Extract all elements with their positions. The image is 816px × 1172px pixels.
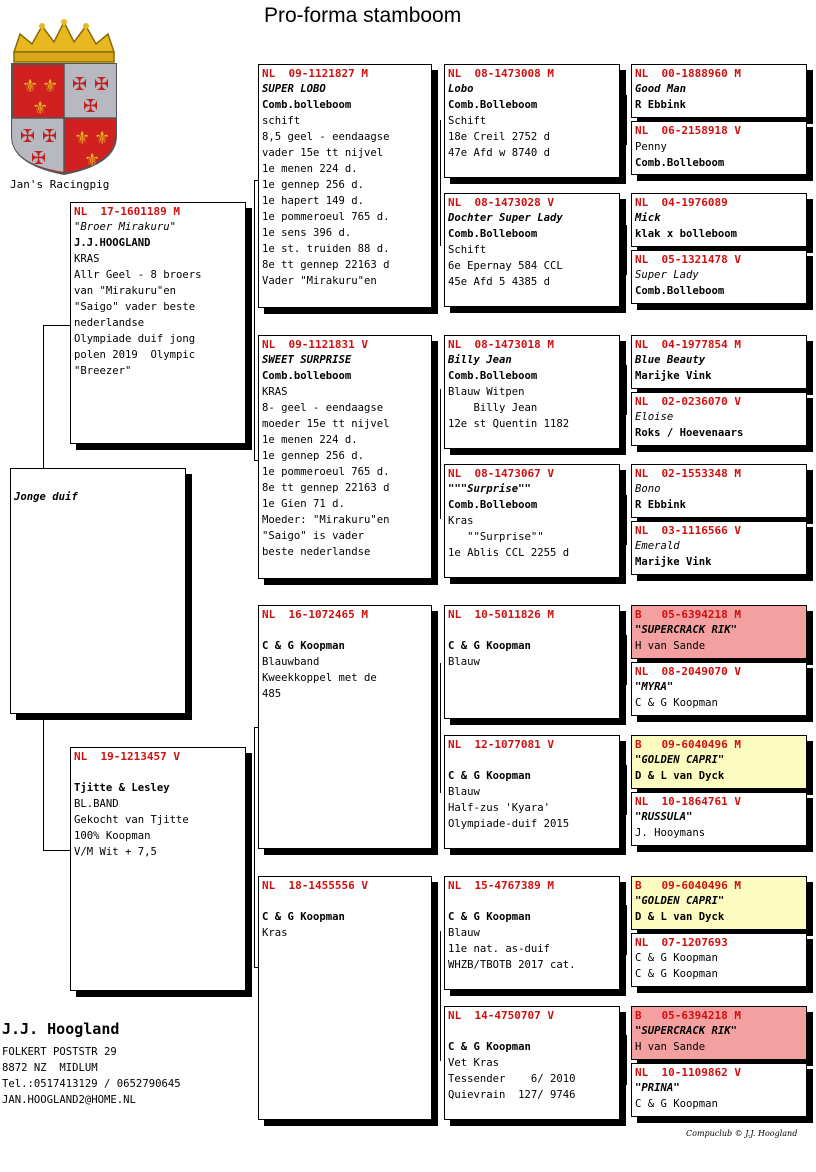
color: Blauw [448, 656, 480, 668]
note-line: 1e gennep 256 d. [262, 179, 365, 191]
pigeon-name: Eloise [635, 411, 674, 423]
note-line: Moeder: "Mirakuru"en [262, 514, 390, 526]
ring-number: B 09-6040496 M [635, 879, 741, 892]
pigeon-name: """Surprise"" [448, 483, 531, 495]
owner-email: JAN.HOOGLAND2@HOME.NL [2, 1094, 136, 1106]
crest-caption: Jan's Racingpig [10, 178, 110, 191]
connector-line [626, 95, 627, 145]
breeder: C & G Koopman [448, 1041, 531, 1053]
color: Blauw Witpen [448, 386, 525, 398]
note-line: beste nederlandse [262, 546, 371, 558]
ring-number: NL 17-1601189 M [74, 205, 180, 218]
connector-line [626, 495, 627, 545]
breeder: Comb.Bolleboom [448, 228, 538, 240]
ancestor-box[interactable] [631, 662, 807, 716]
breeder: Comb.Bolleboom [635, 285, 725, 297]
ancestor-box[interactable] [631, 464, 807, 518]
connector-line [440, 931, 441, 1061]
svg-text:✠: ✠ [31, 148, 47, 169]
note-line: 485 [262, 688, 282, 700]
ring-number: B 09-6040496 M [635, 738, 741, 751]
breeder: R Ebbink [635, 99, 687, 111]
page-title: Pro-forma stamboom [264, 4, 462, 27]
note-line: polen 2019 Olympic [74, 349, 196, 361]
connector-line [43, 850, 71, 851]
ring-number: NL 08-2049070 V [635, 665, 741, 678]
ring-number: B 05-6394218 M [635, 1009, 741, 1022]
great-grandparent-box[interactable] [444, 605, 620, 719]
note-line: 100% Koopman [74, 830, 151, 842]
connector-line [254, 727, 255, 967]
ring-number: NL 15-4767389 M [448, 879, 554, 892]
ring-number: NL 00-1888960 M [635, 67, 741, 80]
note-line: 1e menen 224 d. [262, 163, 358, 175]
connector-line [43, 325, 71, 326]
color: Blauwband [262, 656, 320, 668]
svg-text:⚜: ⚜ [42, 76, 59, 97]
connector-line [43, 325, 44, 470]
pigeon-name: "SUPERCRACK RIK" [635, 624, 738, 636]
breeder: Roks / Hoevenaars [635, 427, 744, 439]
ancestor-box[interactable] [631, 521, 807, 575]
ring-number: NL 07-1207693 [635, 936, 728, 949]
ancestor-box-highlight[interactable] [631, 605, 807, 659]
note-line: 8- geel - eendaagse [262, 402, 384, 414]
breeder: C & G Koopman [262, 911, 345, 923]
note-line: 1e st. truiden 88 d. [262, 243, 390, 255]
ring-number: NL 18-1455556 V [262, 879, 368, 892]
ancestor-box[interactable] [631, 193, 807, 247]
color: schift [262, 115, 301, 127]
note-line: 1e gennep 256 d. [262, 450, 365, 462]
pigeon-name: "MYRA" [635, 681, 674, 693]
note-line: 1e Gien 71 d. [262, 498, 345, 510]
pigeon-name: SUPER LOBO [262, 83, 326, 95]
pigeon-name: Blue Beauty [635, 354, 706, 366]
breeder: C & G Koopman [448, 640, 531, 652]
breeder: J. Hooymans [635, 827, 706, 839]
parent-sire-box[interactable] [70, 202, 246, 444]
note-line: 8e tt gennep 22163 d [262, 259, 390, 271]
grandparent-box[interactable] [258, 335, 432, 579]
connector-line [626, 765, 627, 815]
connector-line [43, 718, 44, 850]
connector-line [440, 389, 441, 519]
ancestor-box[interactable] [631, 335, 807, 389]
color: Kras [262, 927, 288, 939]
breeder: R Ebbink [635, 499, 687, 511]
color: BL.BAND [74, 798, 119, 810]
connector-line [626, 635, 627, 685]
note-line: Olympiade-duif 2015 [448, 818, 570, 830]
pigeon-name: "GOLDEN CAPRI" [635, 895, 725, 907]
ring-number: NL 14-4750707 V [448, 1009, 554, 1022]
connector-line [440, 120, 441, 246]
note-line: "Saigo" is vader [262, 530, 365, 542]
svg-text:✠: ✠ [72, 74, 88, 95]
footer-credit: Compuclub © J.J. Hoogland [686, 1129, 798, 1138]
ancestor-box[interactable] [631, 1063, 807, 1117]
pigeon-name: Good Man [635, 83, 687, 95]
note-line: Gekocht van Tjitte [74, 814, 189, 826]
connector-line [626, 905, 627, 955]
note-line: Quievrain 127/ 9746 [448, 1089, 576, 1101]
breeder: Marijke Vink [635, 556, 712, 568]
note-line: V/M Wit + 7,5 [74, 846, 157, 858]
breeder: D & L van Dyck [635, 770, 725, 782]
note-line: Half-zus 'Kyara' [448, 802, 551, 814]
breeder: J.J.HOOGLAND [74, 237, 151, 249]
svg-text:✠: ✠ [83, 96, 99, 117]
note-line: 1e sens 396 d. [262, 227, 352, 239]
connector-line [440, 663, 441, 793]
connector-line [626, 225, 627, 275]
owner-name: J.J. Hoogland [2, 1020, 120, 1038]
ancestor-box[interactable] [631, 121, 807, 175]
note-line: Olympiade duif jong [74, 333, 196, 345]
note-line: 6e Epernay 584 CCL [448, 260, 563, 272]
color: Blauw [448, 786, 480, 798]
svg-text:⚜: ⚜ [22, 76, 39, 97]
note-line: vader 15e tt nijvel [262, 147, 384, 159]
breeder: C & G Koopman [635, 1098, 718, 1110]
breeder: Comb.Bolleboom [448, 99, 538, 111]
note-line: 1e pommeroeul 765 d. [262, 211, 390, 223]
note-line: Allr Geel - 8 broers [74, 269, 202, 281]
ring-number: B 05-6394218 M [635, 608, 741, 621]
ancestor-box-highlight[interactable] [631, 876, 807, 930]
ancestor-box[interactable] [631, 64, 807, 118]
color: Schift [448, 115, 487, 127]
note-line: 8,5 geel - eendaagse [262, 131, 390, 143]
great-grandparent-box[interactable] [444, 64, 620, 178]
pigeon-name: SWEET SURPRISE [262, 354, 352, 366]
pigeon-name: Lobo [448, 83, 474, 95]
note-line: van "Mirakuru"en [74, 285, 177, 297]
breeder: Marijke Vink [635, 370, 712, 382]
breeder: C & G Koopman [635, 968, 718, 980]
note-line: 12e st Quentin 1182 [448, 418, 570, 430]
ring-number: NL 10-1109862 V [635, 1066, 741, 1079]
color: Blauw [448, 927, 480, 939]
color: Kras [448, 515, 474, 527]
breeder: D & L van Dyck [635, 911, 725, 923]
owner-phone: Tel.:0517413129 / 0652790645 [2, 1078, 181, 1090]
color: Schift [448, 244, 487, 256]
color: KRAS [74, 253, 100, 265]
subject-label: Jonge duif [14, 491, 78, 503]
svg-text:⚜: ⚜ [94, 128, 111, 149]
note-line: "Saigo" vader beste [74, 301, 196, 313]
pigeon-name: Bono [635, 483, 661, 495]
pigeon-name: "Broer Mirakuru" [74, 221, 177, 233]
pigeon-name: Emerald [635, 540, 680, 552]
ring-number: NL 08-1473018 M [448, 338, 554, 351]
note-line: ""Surprise"" [448, 531, 544, 543]
great-grandparent-box[interactable] [444, 335, 620, 449]
color: Vet Kras [448, 1057, 500, 1069]
breeder: Tjitte & Lesley [74, 782, 170, 794]
breeder: Comb.bolleboom [262, 99, 352, 111]
pigeon-name: Billy Jean [448, 354, 512, 366]
great-grandparent-box[interactable] [444, 1006, 620, 1120]
note-line: 1e menen 224 d. [262, 434, 358, 446]
grandparent-box[interactable] [258, 605, 432, 849]
ring-number: NL 09-1121831 V [262, 338, 368, 351]
ancestor-box[interactable] [631, 250, 807, 304]
pigeon-name: "PRINA" [635, 1082, 680, 1094]
pigeon-name: Mick [635, 212, 661, 224]
note-line: 8e tt gennep 22163 d [262, 482, 390, 494]
ancestor-box-highlight[interactable] [631, 735, 807, 789]
note-line: Tessender 6/ 2010 [448, 1073, 576, 1085]
breeder: C & G Koopman [635, 697, 718, 709]
ring-number: NL 08-1473008 M [448, 67, 554, 80]
svg-text:⚜: ⚜ [74, 128, 91, 149]
ring-number: NL 02-1553348 M [635, 467, 741, 480]
breeder: C & G Koopman [635, 952, 718, 964]
ring-number: NL 08-1473028 V [448, 196, 554, 209]
pigeon-name: Dochter Super Lady [448, 212, 563, 224]
breeder: C & G Koopman [448, 770, 531, 782]
note-line: "Breezer" [74, 365, 132, 377]
svg-text:✠: ✠ [20, 126, 36, 147]
connector-line [626, 365, 627, 415]
connector-line [626, 1035, 627, 1085]
note-line: 47e Afd w 8740 d [448, 147, 551, 159]
breeder: C & G Koopman [448, 911, 531, 923]
ring-number: NL 10-5011826 M [448, 608, 554, 621]
owner-city: 8872 NZ MIDLUM [2, 1062, 98, 1074]
note-line: 11e nat. as-duif [448, 943, 551, 955]
pigeon-name: "RUSSULA" [635, 811, 693, 823]
great-grandparent-box[interactable] [444, 735, 620, 849]
note-line: 1e pommeroeul 765 d. [262, 466, 390, 478]
note-line: 45e Afd 5 4385 d [448, 276, 551, 288]
svg-text:⚜: ⚜ [32, 98, 49, 119]
ring-number: NL 10-1864761 V [635, 795, 741, 808]
ring-number: NL 16-1072465 M [262, 608, 368, 621]
breeder: H van Sande [635, 1041, 706, 1053]
connector-line [254, 180, 255, 460]
ring-number: NL 02-0236070 V [635, 395, 741, 408]
great-grandparent-box[interactable] [444, 464, 620, 578]
breeder: Comb.Bolleboom [448, 499, 538, 511]
owner-block [2, 1020, 181, 1108]
svg-text:⚜: ⚜ [84, 150, 101, 171]
ring-number: NL 09-1121827 M [262, 67, 368, 80]
svg-text:✠: ✠ [42, 126, 58, 147]
note-line: moeder 15e tt nijvel [262, 418, 390, 430]
note-line: Billy Jean [448, 402, 538, 414]
pigeon-name: Super Lady [635, 269, 699, 281]
ancestor-box[interactable] [631, 792, 807, 846]
ring-number: NL 08-1473067 V [448, 467, 554, 480]
ring-number: NL 06-2158918 V [635, 124, 741, 137]
breeder: Comb.Bolleboom [448, 370, 538, 382]
ring-number: NL 03-1116566 V [635, 524, 741, 537]
ancestor-box[interactable] [631, 933, 807, 987]
note-line: 1e Ablis CCL 2255 d [448, 547, 570, 559]
svg-text:✠: ✠ [94, 74, 110, 95]
breeder: Comb.bolleboom [262, 370, 352, 382]
crest-logo [10, 18, 118, 178]
color: KRAS [262, 386, 288, 398]
breeder: Comb.Bolleboom [635, 157, 725, 169]
grandparent-box[interactable] [258, 64, 432, 308]
note-line: 1e hapert 149 d. [262, 195, 365, 207]
grandparent-box[interactable] [258, 876, 432, 1120]
note-line: 18e Creil 2752 d [448, 131, 551, 143]
parent-dam-box[interactable] [70, 747, 246, 991]
note-line: WHZB/TBOTB 2017 cat. [448, 959, 576, 971]
note-line: nederlandse [74, 317, 145, 329]
pigeon-name: "SUPERCRACK RIK" [635, 1025, 738, 1037]
subject-box[interactable] [10, 468, 186, 714]
ancestor-box-highlight[interactable] [631, 1006, 807, 1060]
note-line: Vader "Mirakuru"en [262, 275, 377, 287]
pigeon-name: "GOLDEN CAPRI" [635, 754, 725, 766]
breeder: H van Sande [635, 640, 706, 652]
pigeon-name: Penny [635, 141, 667, 153]
ancestor-box[interactable] [631, 392, 807, 446]
ring-number: NL 05-1321478 V [635, 253, 741, 266]
ring-number: NL 04-1977854 M [635, 338, 741, 351]
ring-number: NL 12-1077081 V [448, 738, 554, 751]
note-line: Kweekkoppel met de [262, 672, 377, 684]
ring-number: NL 04-1976089 [635, 196, 728, 209]
great-grandparent-box[interactable] [444, 876, 620, 990]
owner-address: FOLKERT POSTSTR 29 [2, 1046, 117, 1058]
breeder: klak x bolleboom [635, 228, 738, 240]
great-grandparent-box[interactable] [444, 193, 620, 307]
breeder: C & G Koopman [262, 640, 345, 652]
ring-number: NL 19-1213457 V [74, 750, 180, 763]
